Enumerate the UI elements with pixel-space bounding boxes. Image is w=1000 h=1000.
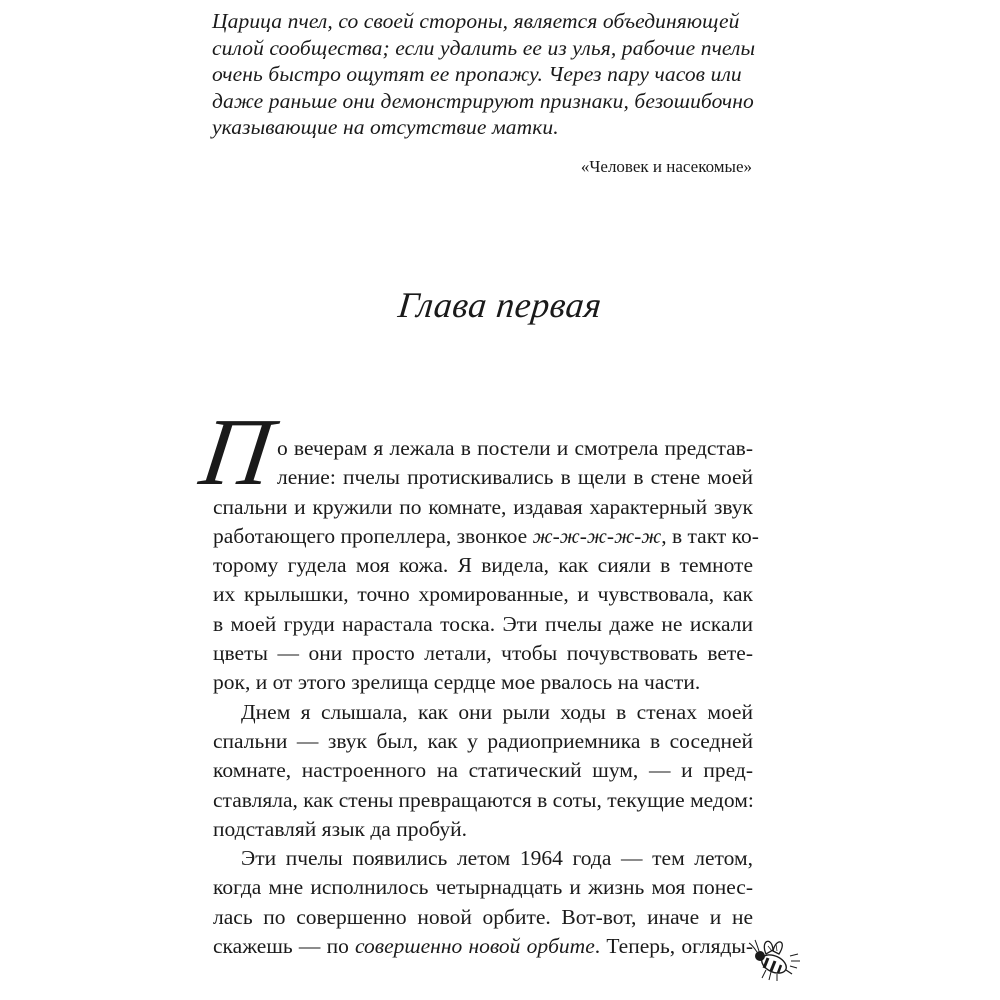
text-line: рок, и от этого зрелища сердце мое рвалось на части. — [213, 670, 701, 695]
text-run: . Теперь, огляды- — [594, 934, 754, 959]
italic-emphasis: ж-ж-ж-ж-ж — [532, 523, 662, 548]
text-line: спальни — звук был, как у радиоприемника в соседней — [213, 728, 753, 753]
bee-icon — [746, 934, 802, 984]
epigraph-line: очень быстро ощутят ее пропажу. Через пару часов или — [212, 62, 742, 86]
text-line: подставляй язык да пробуй. — [213, 816, 467, 841]
epigraph-line: даже раньше они демонстрируют признаки, безошибочно — [212, 88, 754, 113]
text-line: ление: пчелы протискивались в щели в стене моей — [277, 465, 753, 490]
text-line: Эти пчелы появились летом 1964 года — тем летом, — [241, 846, 753, 871]
epigraph-line: силой сообщества; если удалить ее из улья, рабочие пчелы — [212, 35, 756, 60]
chapter-title: Глава первая — [396, 285, 604, 325]
drop-cap: П — [194, 398, 279, 505]
text-line: о вечерам я лежала в постели и смотрела представ- — [277, 436, 753, 460]
epigraph — [212, 8, 756, 141]
text-line: Днем я слышала, как они рыли ходы в стенах моей — [241, 699, 753, 724]
epigraph-line: Царица пчел, со своей стороны, является объединяющей — [212, 9, 740, 33]
text-line: комнате, настроенного на статический шум, — и пред- — [213, 758, 753, 783]
body-text — [213, 434, 759, 961]
text-line — [213, 932, 753, 961]
text-run: скажешь — по — [213, 934, 356, 959]
text-line: когда мне исполнилось четырнадцать и жизнь моя понес- — [213, 875, 753, 900]
text-line: торому гудела моя кожа. Я видела, как сияли в темноте — [213, 553, 753, 578]
text-run: , в такт ко- — [661, 523, 759, 548]
text-line: цветы — они просто летали, чтобы почувствовать вете- — [213, 641, 753, 666]
text-line — [213, 522, 759, 551]
text-line: в моей груди нарастала тоска. Эти пчелы даже не искали — [213, 611, 753, 636]
italic-emphasis: совершенно новой орбите — [355, 934, 595, 959]
text-run: работающего пропеллера, звонкое — [213, 523, 533, 548]
text-line: спальни и кружили по комнате, издавая характерный звук — [213, 494, 753, 519]
text-line: ставляла, как стены превращаются в соты, текущие медом: — [213, 787, 754, 812]
epigraph-line: указывающие на отсутствие матки. — [212, 115, 559, 139]
epigraph-source: «Человек и насекомые» — [580, 157, 752, 176]
text-line: лась по совершенно новой орбите. Вот-вот, иначе и не — [213, 904, 753, 929]
text-line: их крылышки, точно хромированные, и чувствовала, как — [213, 582, 753, 607]
